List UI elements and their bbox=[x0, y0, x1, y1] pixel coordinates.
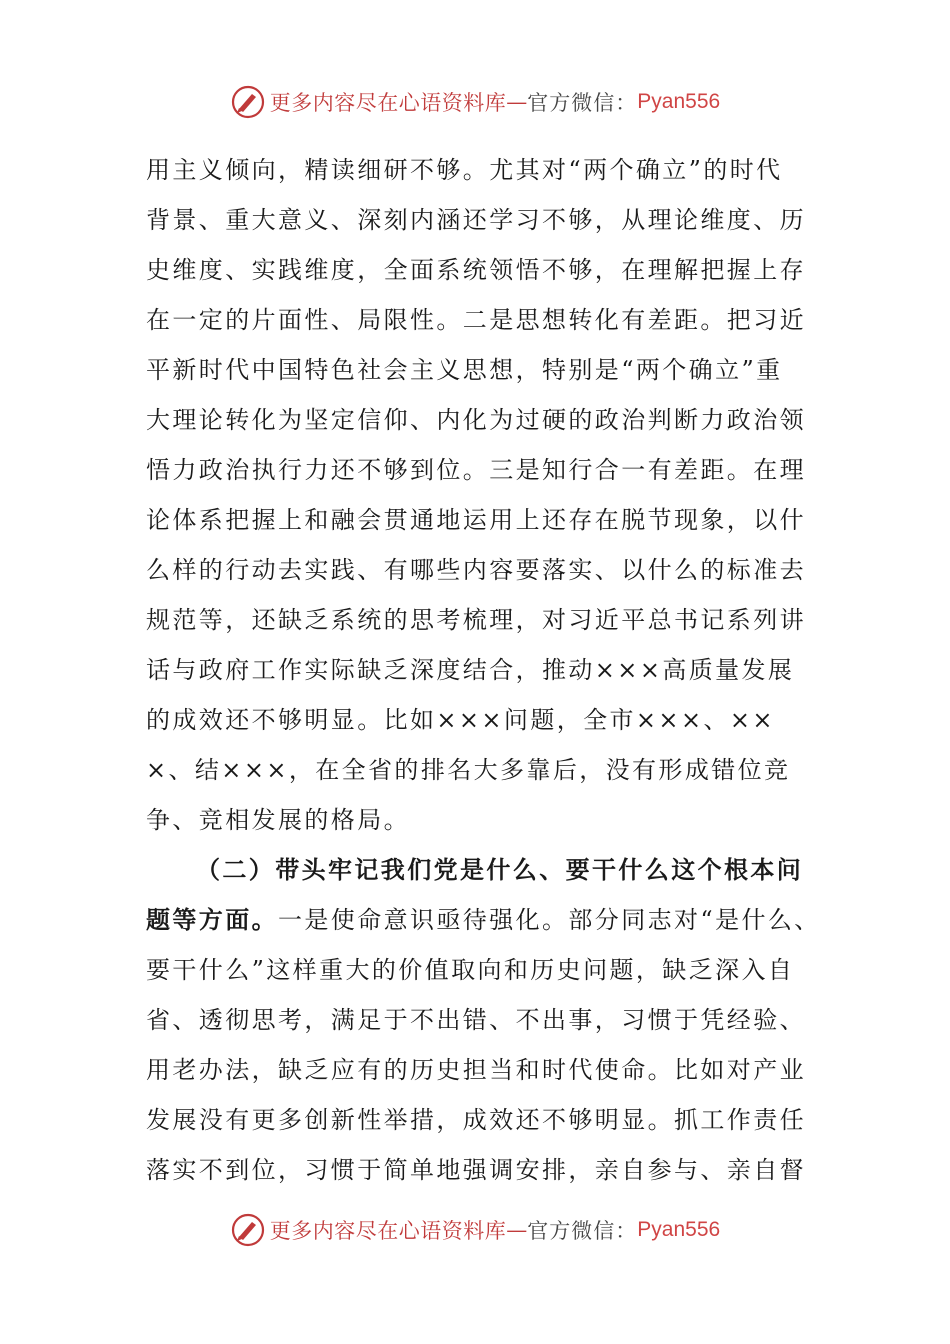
text-line: 史维度、实践维度，全面系统领悟不够，在理解把握上存 bbox=[146, 256, 806, 284]
text-line: 发展没有更多创新性举措，成效还不够明显。抓工作责任 bbox=[146, 1106, 806, 1134]
text-line: 在一定的片面性、局限性。二是思想转化有差距。把习近 bbox=[146, 306, 806, 334]
text-line: 规范等，还缺乏系统的思考梳理，对习近平总书记系列讲 bbox=[146, 606, 806, 634]
wechat-id: Pyan556 bbox=[637, 1218, 721, 1241]
watermark-text: 更多内容尽在心语资料库 bbox=[269, 1219, 507, 1243]
section-text-start: 一是使命意识亟待强化。部分同志对“是什么、 bbox=[278, 906, 821, 934]
section-heading: （二）带头牢记我们党是什么、要干什么这个根本问 bbox=[196, 855, 804, 884]
text-line: 用主义倾向，精读细研不够。尤其对“两个确立”的时代 bbox=[146, 156, 783, 184]
text-line: 争、竞相发展的格局。 bbox=[146, 806, 410, 834]
section-heading-end: 题等方面。 bbox=[146, 905, 278, 934]
text-line: 大理论转化为坚定信仰、内化为过硬的政治判断力政治领 bbox=[146, 406, 806, 434]
wechat-label: 官方微信： bbox=[527, 1219, 638, 1243]
text-line: 话与政府工作实际缺乏深度结合，推动×××高质量发展 bbox=[146, 656, 795, 684]
text-line: 么样的行动去实践、有哪些内容要落实、以什么的标准去 bbox=[146, 556, 806, 584]
watermark-separator: — bbox=[506, 1218, 528, 1242]
wechat-id: Pyan556 bbox=[637, 90, 721, 113]
text-line: 的成效还不够明显。比如×××问题，全市×××、×× bbox=[146, 706, 775, 734]
text-line: 省、透彻思考，满足于不出错、不出事，习惯于凭经验、 bbox=[146, 1006, 806, 1034]
footer-watermark bbox=[0, 1208, 950, 1252]
document-body bbox=[146, 145, 821, 1195]
text-line bbox=[146, 895, 821, 945]
text-line: 论体系把握上和融会贯通地运用上还存在脱节现象，以什 bbox=[146, 506, 806, 534]
text-line: 用老办法，缺乏应有的历史担当和时代使命。比如对产业 bbox=[146, 1056, 806, 1084]
text-line: 落实不到位，习惯于简单地强调安排，亲自参与、亲自督 bbox=[146, 1156, 806, 1184]
writing-hand-icon bbox=[230, 84, 266, 120]
text-line: 悟力政治执行力还不够到位。三是知行合一有差距。在理 bbox=[146, 456, 806, 484]
writing-hand-icon bbox=[230, 1212, 266, 1248]
watermark-separator: — bbox=[506, 90, 528, 114]
watermark-text: 更多内容尽在心语资料库 bbox=[269, 91, 507, 115]
text-line: 要干什么”这样重大的价值取向和历史问题，缺乏深入自 bbox=[146, 956, 795, 984]
text-line: ×、结×××，在全省的排名大多靠后，没有形成错位竞 bbox=[146, 756, 791, 784]
header-watermark bbox=[0, 80, 950, 124]
wechat-label: 官方微信： bbox=[527, 91, 638, 115]
text-line: 平新时代中国特色社会主义思想，特别是“两个确立”重 bbox=[146, 356, 783, 384]
text-line: 背景、重大意义、深刻内涵还学习不够，从理论维度、历 bbox=[146, 206, 806, 234]
